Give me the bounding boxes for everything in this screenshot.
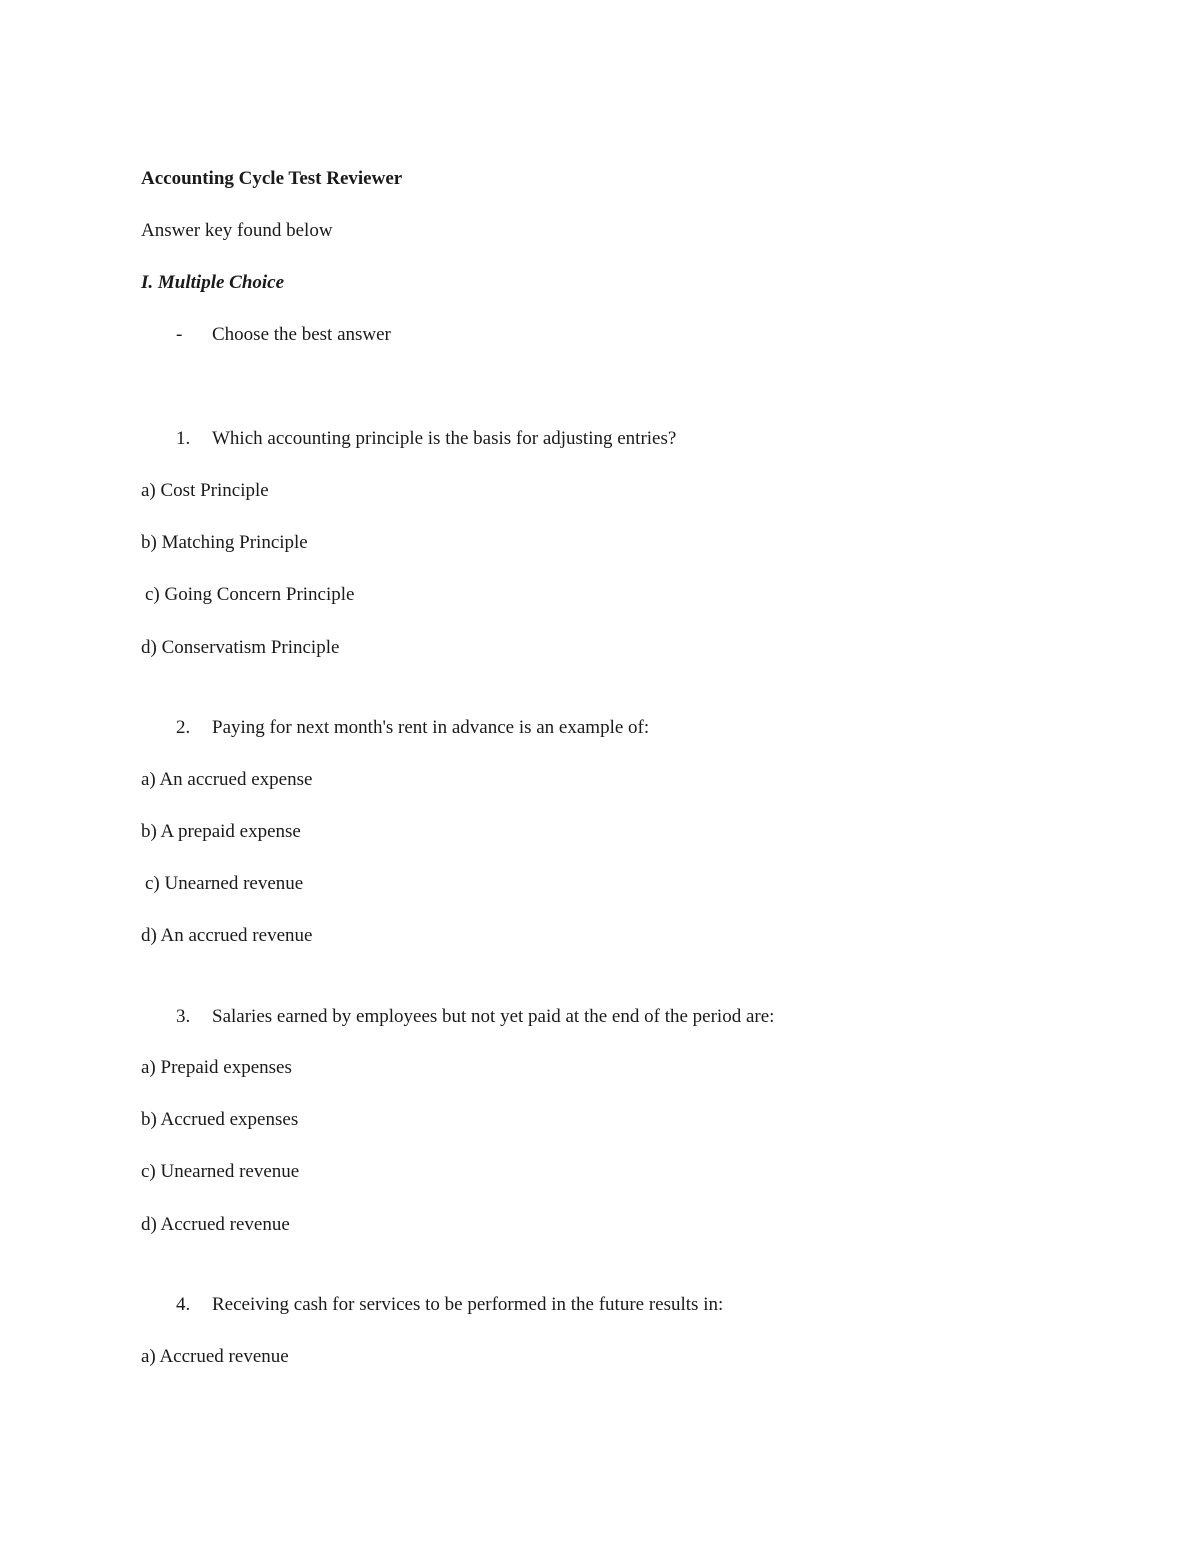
option-3d: d) Accrued revenue [141, 1214, 290, 1235]
question-2 [176, 716, 649, 740]
question-text: Receiving cash for services to be performed in the future results in: [212, 1294, 724, 1315]
question-text: Salaries earned by employees but not yet paid at the end of the period are: [212, 1006, 775, 1027]
option-2d: d) An accrued revenue [141, 925, 313, 946]
option-3a: a) Prepaid expenses [141, 1057, 292, 1078]
question-number: 4. [176, 1294, 191, 1315]
option-1c: c) Going Concern Principle [145, 584, 355, 605]
question-1 [176, 427, 676, 451]
question-text: Paying for next month's rent in advance is an example of: [212, 717, 650, 738]
option-1d: d) Conservatism Principle [141, 637, 340, 658]
section-heading: I. Multiple Choice [141, 272, 285, 293]
question-number: 2. [176, 717, 191, 738]
instruction-text: Choose the best answer [212, 324, 391, 345]
option-1b: b) Matching Principle [141, 532, 308, 553]
option-2c: c) Unearned revenue [145, 873, 304, 894]
question-text: Which accounting principle is the basis for adjusting entries? [212, 428, 677, 449]
bullet-marker: - [176, 324, 183, 345]
question-3 [176, 1005, 774, 1029]
option-3c: c) Unearned revenue [141, 1161, 300, 1182]
option-2b: b) A prepaid expense [141, 821, 301, 842]
option-4a: a) Accrued revenue [141, 1346, 289, 1367]
instruction-line [176, 323, 391, 347]
option-3b: b) Accrued expenses [141, 1109, 299, 1130]
question-number: 3. [176, 1006, 191, 1027]
answer-key-note: Answer key found below [141, 220, 333, 241]
question-number: 1. [176, 428, 191, 449]
option-2a: a) An accrued expense [141, 769, 313, 790]
question-4 [176, 1293, 723, 1317]
option-1a: a) Cost Principle [141, 480, 269, 501]
document-title: Accounting Cycle Test Reviewer [141, 168, 403, 189]
